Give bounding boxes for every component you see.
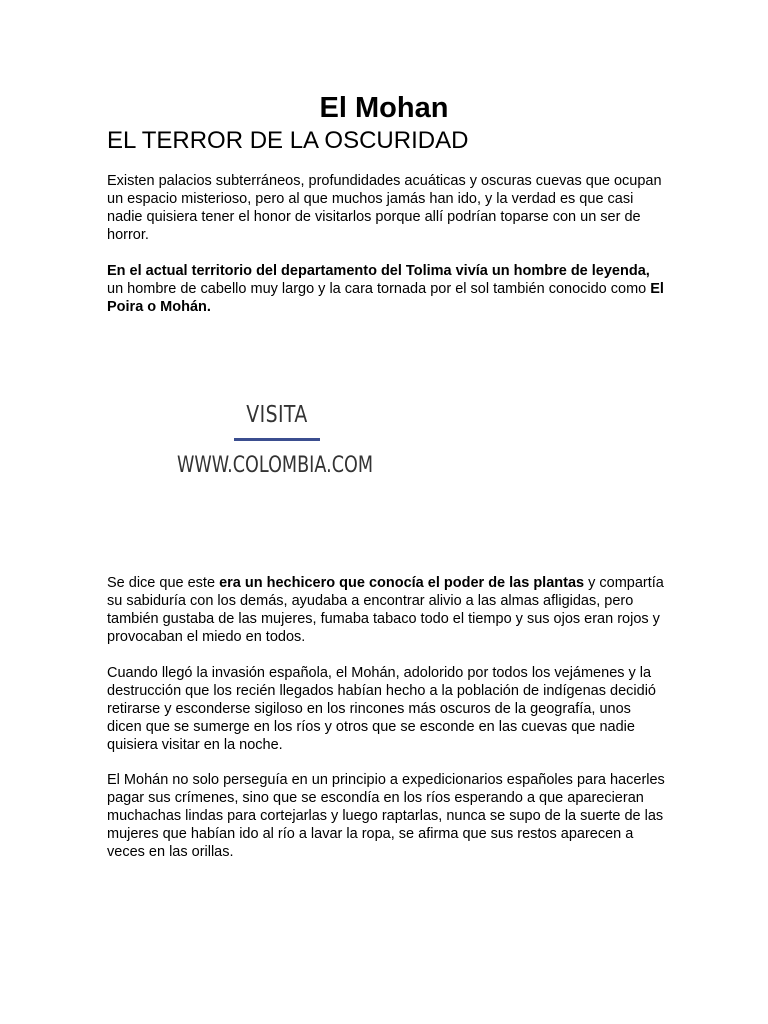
- paragraph-hechicero: [107, 574, 667, 646]
- paragraph-hechicero-end: y compartía su sabiduría con los demás, ayudaba a encontrar alivio a las almas afligidas, pero también gustaba de las mujeres, fumaba tabaco todo el tiempo y sus ojos eran rojos y provocaban el miedo en todos.: [107, 575, 664, 645]
- ad-underline: [234, 438, 320, 441]
- paragraph-invasion: Cuando llegó la invasión española, el Mohán, adolorido por todos los vejámenes y la destrucción que los recién llegados habían hecho a la población de indígenas decidió retirarse y esconderse sigiloso en los rincones más oscuros de la geografía, unos dicen que se sumerge en los ríos y otros que se esconde en las cuevas que nadie quisiera visitar en la noche.: [107, 665, 656, 753]
- paragraph-hechicero-bold: era un hechicero que conocía el poder de las plantas: [219, 575, 585, 591]
- ad-visita-label: VISITA: [246, 402, 308, 428]
- paragraph-legend: [107, 262, 667, 316]
- page-subtitle: EL TERROR DE LA OSCURIDAD: [107, 127, 469, 154]
- ad-url-link[interactable]: WWW.COLOMBIA.COM: [176, 453, 374, 478]
- paragraph-legend-middle: un hombre de cabello muy largo y la cara tornada por el sol también conocido como: [107, 281, 651, 297]
- paragraph-intro: Existen palacios subterráneos, profundidades acuáticas y oscuras cuevas que ocupan un espacio misterioso, pero al que muchos jamás han ido, y la verdad es que casi nadie quisiera tener el honor de visitarlos porque allí podrían toparse con un ser de horror.: [107, 173, 662, 243]
- paragraph-legend-bold-intro: En el actual territorio del departamento del Tolima vivía un hombre de leyenda,: [107, 263, 650, 279]
- paragraph-hechicero-start: Se dice que este: [107, 575, 220, 591]
- paragraph-rios: El Mohán no solo perseguía en un principio a expedicionarios españoles para hacerles pagar sus crímenes, sino que se escondía en los ríos esperando a que aparecieran muchachas lindas para cortejarlas y luego raptarlas, nunca se supo de la suerte de las mujeres que habían ido al río a lavar la ropa, se afirma que sus restos aparecen a veces en las orillas.: [107, 772, 665, 860]
- page-title: El Mohan: [319, 92, 449, 124]
- paragraph-legend-bold-end: El Poira o Mohán.: [107, 281, 664, 315]
